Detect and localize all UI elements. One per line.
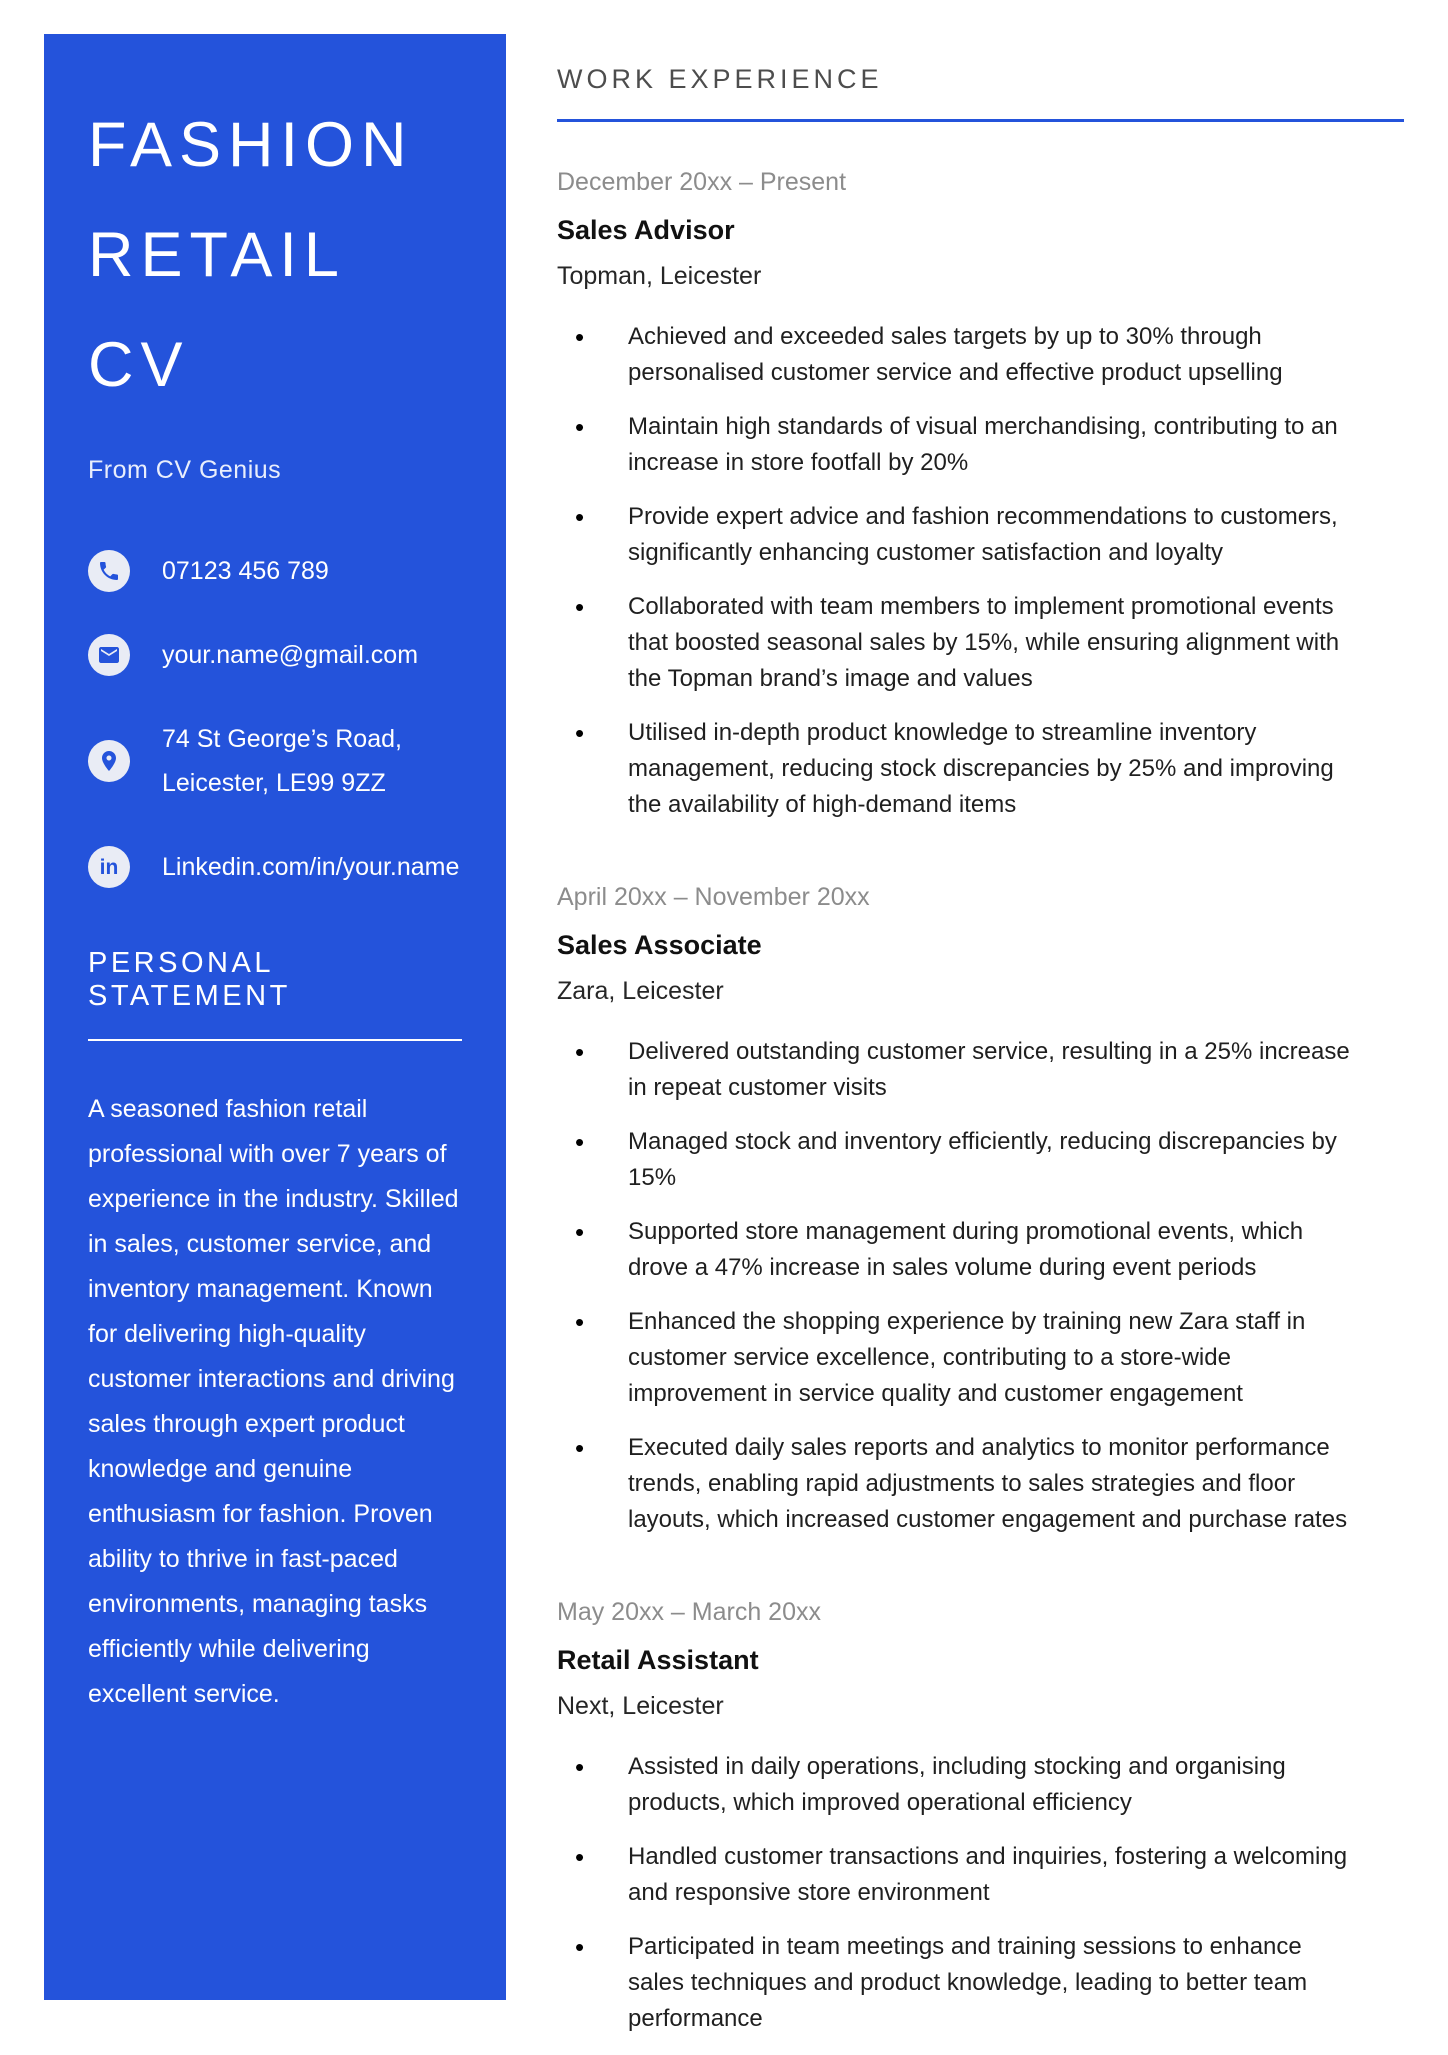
address-line-1: 74 St George’s Road, — [162, 725, 402, 753]
personal-statement-body: A seasoned fashion retail professional with over 7 years of experience in the industry. Skilled in sales, customer service, and inventory management. Known for delivering high-quality customer interactions and driving sales through expert product knowledge and genuine enthusiasm for fashion. Proven ability to thrive in fast-paced environments, managing tasks efficiently while delivering excellent service. — [88, 1095, 459, 1708]
job-title: Sales Associate — [557, 930, 762, 960]
location-icon — [88, 740, 130, 782]
contact-list — [88, 549, 462, 889]
street-address — [162, 717, 402, 805]
job-bullet: • Supported store management during promotional events, which drove a 47% increase in sales volume during event periods — [557, 1214, 1357, 1286]
sidebar — [44, 34, 506, 2000]
job-bullet: • Handled customer transactions and inquiries, fostering a welcoming and responsive store environment — [557, 1839, 1357, 1911]
contact-address — [88, 717, 462, 805]
job-bullet: • Participated in team meetings and training sessions to enhance sales techniques and product knowledge, leading to better team performance — [557, 1929, 1357, 2037]
work-experience-heading: WORK EXPERIENCE — [557, 64, 883, 94]
job-bullet: • Assisted in daily operations, including stocking and organising products, which improved operational efficiency — [557, 1749, 1357, 1821]
job-entry-retail-assistant — [557, 1598, 1404, 2037]
job-company: Topman, Leicester — [557, 262, 762, 290]
cv-title — [88, 90, 462, 420]
job-bullet: • Executed daily sales reports and analytics to monitor performance trends, enabling rapid adjustments to sales strategies and floor layouts, which increased customer engagement and purchase rates — [557, 1430, 1357, 1538]
contact-email — [88, 633, 462, 677]
job-bullet: • Achieved and exceeded sales targets by up to 30% through personalised customer service and effective product upselling — [557, 319, 1357, 391]
personal-statement-divider — [88, 1039, 462, 1041]
contact-phone — [88, 549, 462, 593]
section-divider — [557, 119, 1404, 122]
job-bullet: • Managed stock and inventory efficiently, reducing discrepancies by 15% — [557, 1124, 1357, 1196]
job-dates: December 20xx – Present — [557, 168, 847, 196]
phone-icon — [88, 550, 130, 592]
job-entry-sales-associate — [557, 883, 1404, 1538]
job-entry-sales-advisor — [557, 168, 1404, 823]
job-bullet: • Collaborated with team members to implement promotional events that boosted seasonal sales by 15%, while ensuring alignment with the Topman brand’s image and values — [557, 589, 1357, 697]
job-dates: April 20xx – November 20xx — [557, 883, 870, 911]
job-bullet: • Utilised in-depth product knowledge to streamline inventory management, reducing stock discrepancies by 25% and improving the availability of high-demand items — [557, 715, 1357, 823]
job-bullet-list — [557, 319, 1404, 823]
email-address: your.name@gmail.com — [162, 641, 419, 669]
phone-number: 07123 456 789 — [162, 557, 329, 585]
contact-linkedin — [88, 845, 462, 889]
linkedin-url: Linkedin.com/in/your.name — [162, 853, 460, 881]
job-bullet-list — [557, 1749, 1404, 2037]
cv-title-line-3: CV — [88, 330, 190, 400]
job-bullet: • Enhanced the shopping experience by training new Zara staff in customer service excellence, contributing to a store-wide improvement in service quality and customer engagement — [557, 1304, 1357, 1412]
personal-statement-heading: PERSONAL STATEMENT — [88, 947, 291, 1012]
job-title: Retail Assistant — [557, 1645, 759, 1675]
email-icon — [88, 634, 130, 676]
cv-title-line-2: RETAIL — [88, 220, 346, 290]
job-company: Zara, Leicester — [557, 977, 724, 1005]
cv-title-line-1: FASHION — [88, 110, 414, 180]
job-bullet: • Maintain high standards of visual merchandising, contributing to an increase in store footfall by 20% — [557, 409, 1357, 481]
job-title: Sales Advisor — [557, 215, 735, 245]
cv-source-label: From CV Genius — [88, 456, 282, 484]
job-dates: May 20xx – March 20xx — [557, 1598, 821, 1626]
job-bullet: • Provide expert advice and fashion recommendations to customers, significantly enhancing customer satisfaction and loyalty — [557, 499, 1357, 571]
main-content — [557, 64, 1404, 2055]
job-bullet-list — [557, 1034, 1404, 1538]
address-line-2: Leicester, LE99 9ZZ — [162, 769, 386, 797]
job-company: Next, Leicester — [557, 1692, 724, 1720]
job-bullet: • Delivered outstanding customer service, resulting in a 25% increase in repeat customer visits — [557, 1034, 1357, 1106]
linkedin-icon: in — [88, 846, 130, 888]
